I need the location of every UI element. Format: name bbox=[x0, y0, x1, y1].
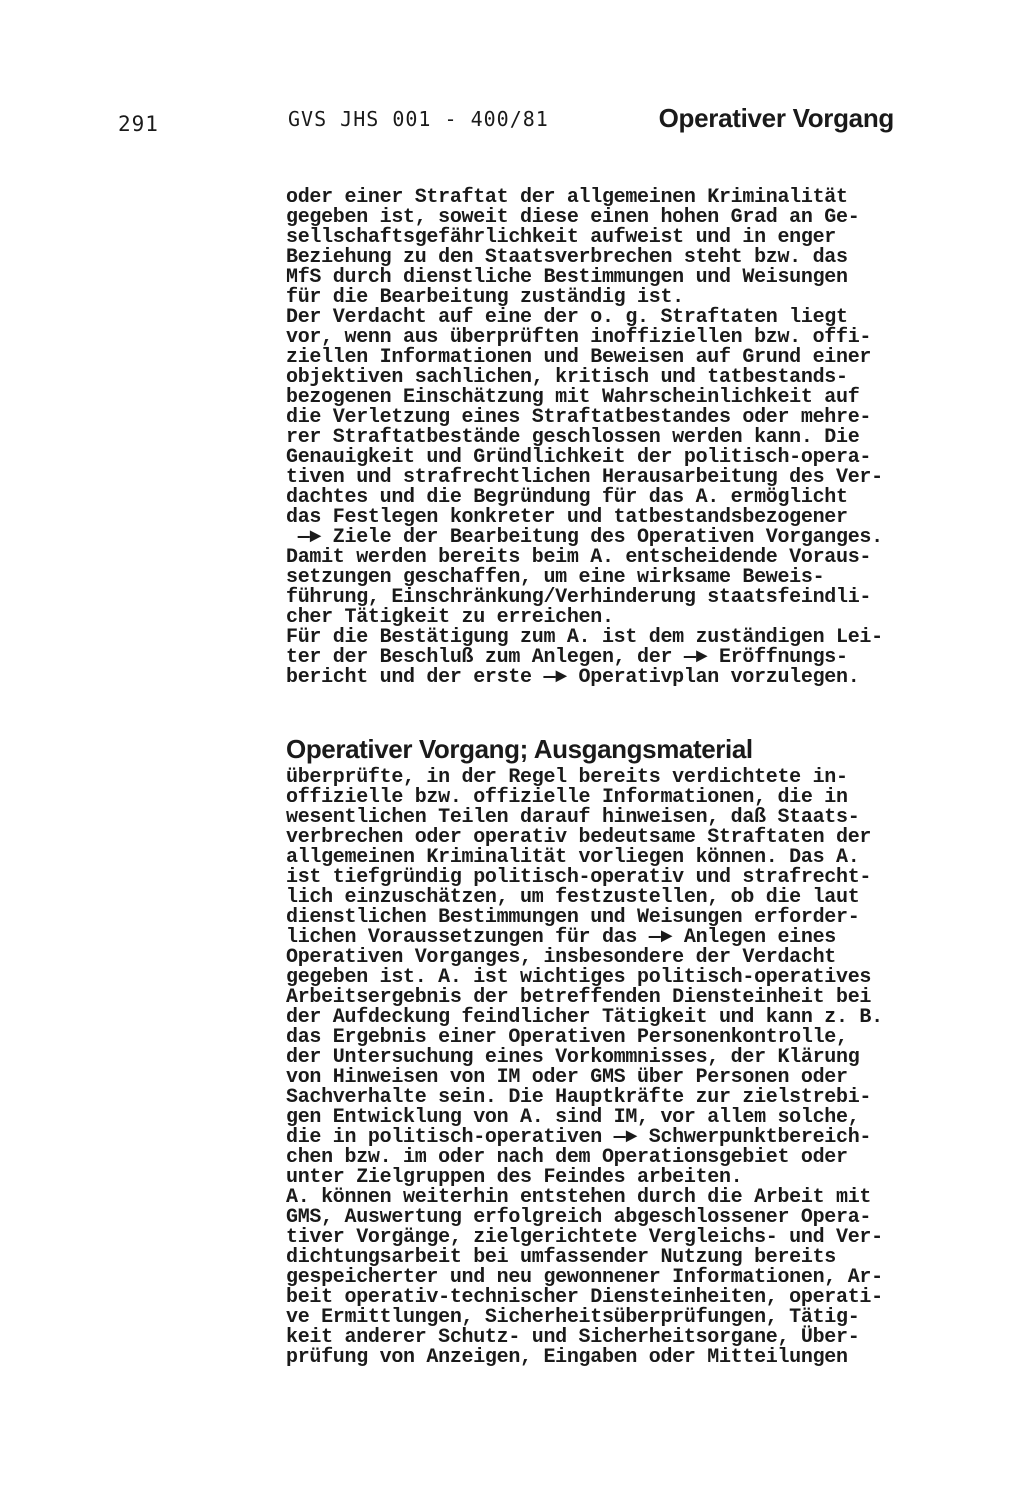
text-line: dienstlichen Bestimmungen und Weisungen erforder- bbox=[286, 906, 860, 929]
text-line: der Untersuchung eines Vorkommnisses, der Klärung bbox=[286, 1046, 860, 1069]
text-line: oder einer Straftat der allgemeinen Kriminalität bbox=[286, 186, 848, 209]
text-line: für die Bearbeitung zuständig ist. bbox=[286, 286, 684, 309]
text-line: Genauigkeit und Gründlichkeit der politisch-opera- bbox=[286, 446, 872, 469]
text-line: vor, wenn aus überprüften inoffiziellen bzw. offi- bbox=[286, 326, 872, 349]
text-line: A. können weiterhin entstehen durch die Arbeit mit bbox=[286, 1186, 872, 1209]
text-line: die in politisch-operativen —► Schwerpunktbereich- bbox=[286, 1126, 872, 1149]
text-line: das Festlegen konkreter und tatbestandsbezogener bbox=[286, 506, 848, 529]
text-line: rer Straftatbestände geschlossen werden kann. Die bbox=[286, 426, 860, 449]
text-line: bezogenen Einschätzung mit Wahrscheinlichkeit auf bbox=[286, 386, 860, 409]
text-line: chen bzw. im oder nach dem Operationsgebiet oder bbox=[286, 1146, 848, 1169]
text-line: wesentlichen Teilen darauf hinweisen, daß Staats- bbox=[286, 806, 860, 829]
text-line: die Verletzung eines Straftatbestandes oder mehre- bbox=[286, 406, 872, 429]
text-line: allgemeinen Kriminalität vorliegen können. Das A. bbox=[286, 846, 860, 869]
text-line: lich einzuschätzen, um festzustellen, ob die laut bbox=[286, 886, 860, 909]
text-line: tiver Vorgänge, zielgerichtete Vergleichs- und Ver- bbox=[286, 1226, 883, 1249]
text-line: führung, Einschränkung/Verhinderung staatsfeindli- bbox=[286, 586, 872, 609]
text-line: GMS, Auswertung erfolgreich abgeschlossener Opera- bbox=[286, 1206, 872, 1229]
text-line: cher Tätigkeit zu erreichen. bbox=[286, 606, 614, 629]
text-line: beit operativ-technischer Diensteinheiten, operati- bbox=[286, 1286, 883, 1309]
text-line: Damit werden bereits beim A. entscheidende Voraus- bbox=[286, 546, 872, 569]
text-line: das Ergebnis einer Operativen Personenkontrolle, bbox=[286, 1026, 848, 1049]
text-line: Beziehung zu den Staatsverbrechen steht bzw. das bbox=[286, 246, 848, 269]
text-line: tiven und strafrechtlichen Herausarbeitung des Ver- bbox=[286, 466, 883, 489]
text-line: setzungen geschaffen, um eine wirksame Beweis- bbox=[286, 566, 825, 589]
text-line: MfS durch dienstliche Bestimmungen und Weisungen bbox=[286, 266, 848, 289]
document-reference: GVS JHS 001 - 400/81 bbox=[288, 107, 549, 131]
running-title: Operativer Vorgang bbox=[658, 103, 894, 133]
body-text-section-1 bbox=[286, 188, 966, 688]
text-line: gen Entwicklung von A. sind IM, vor allem solche, bbox=[286, 1106, 860, 1129]
text-line: der Aufdeckung feindlicher Tätigkeit und kann z. B. bbox=[286, 1006, 883, 1029]
text-line: prüfung von Anzeigen, Eingaben oder Mitteilungen bbox=[286, 1346, 848, 1369]
text-line: Arbeitsergebnis der betreffenden Diensteinheit bei bbox=[286, 986, 872, 1009]
text-line: objektiven sachlichen, kritisch und tatbestands- bbox=[286, 366, 848, 389]
text-line: Für die Bestätigung zum A. ist dem zuständigen Lei- bbox=[286, 626, 883, 649]
text-line: offizielle bzw. offizielle Informationen, die in bbox=[286, 786, 848, 809]
text-line: dichtungsarbeit bei umfassender Nutzung bereits bbox=[286, 1246, 836, 1269]
text-line: Der Verdacht auf eine der o. g. Straftaten liegt bbox=[286, 306, 848, 329]
section-heading: Operativer Vorgang; Ausgangsmaterial bbox=[286, 734, 753, 764]
text-line: ist tiefgründig politisch-operativ und strafrecht- bbox=[286, 866, 872, 889]
text-line: überprüfte, in der Regel bereits verdichtete in- bbox=[286, 766, 848, 789]
text-line: ter der Beschluß zum Anlegen, der —► Eröffnungs- bbox=[286, 646, 848, 669]
text-line: gegeben ist, soweit diese einen hohen Grad an Ge- bbox=[286, 206, 860, 229]
text-line: ve Ermittlungen, Sicherheitsüberprüfungen, Tätig- bbox=[286, 1306, 860, 1329]
text-line: dachtes und die Begründung für das A. ermöglicht bbox=[286, 486, 848, 509]
text-line: gespeicherter und neu gewonnener Informationen, Ar- bbox=[286, 1266, 883, 1289]
text-line: lichen Voraussetzungen für das —► Anlegen eines bbox=[286, 926, 836, 949]
text-line: —► Ziele der Bearbeitung des Operativen Vorganges. bbox=[286, 526, 883, 549]
text-line: verbrechen oder operativ bedeutsame Straftaten der bbox=[286, 826, 872, 849]
text-line: bericht und der erste —► Operativplan vorzulegen. bbox=[286, 666, 860, 689]
text-line: von Hinweisen von IM oder GMS über Personen oder bbox=[286, 1066, 848, 1089]
body-text-section-2 bbox=[286, 768, 966, 1368]
text-line: unter Zielgruppen des Feindes arbeiten. bbox=[286, 1166, 743, 1189]
text-line: sellschaftsgefährlichkeit aufweist und in enger bbox=[286, 226, 836, 249]
text-line: Sachverhalte sein. Die Hauptkräfte zur zielstrebi- bbox=[286, 1086, 872, 1109]
text-line: ziellen Informationen und Beweisen auf Grund einer bbox=[286, 346, 872, 369]
text-line: gegeben ist. A. ist wichtiges politisch-operatives bbox=[286, 966, 872, 989]
page-number: 291 bbox=[118, 112, 159, 136]
text-line: keit anderer Schutz- und Sicherheitsorgane, Über- bbox=[286, 1326, 860, 1349]
text-line: Operativen Vorganges, insbesondere der Verdacht bbox=[286, 946, 836, 969]
